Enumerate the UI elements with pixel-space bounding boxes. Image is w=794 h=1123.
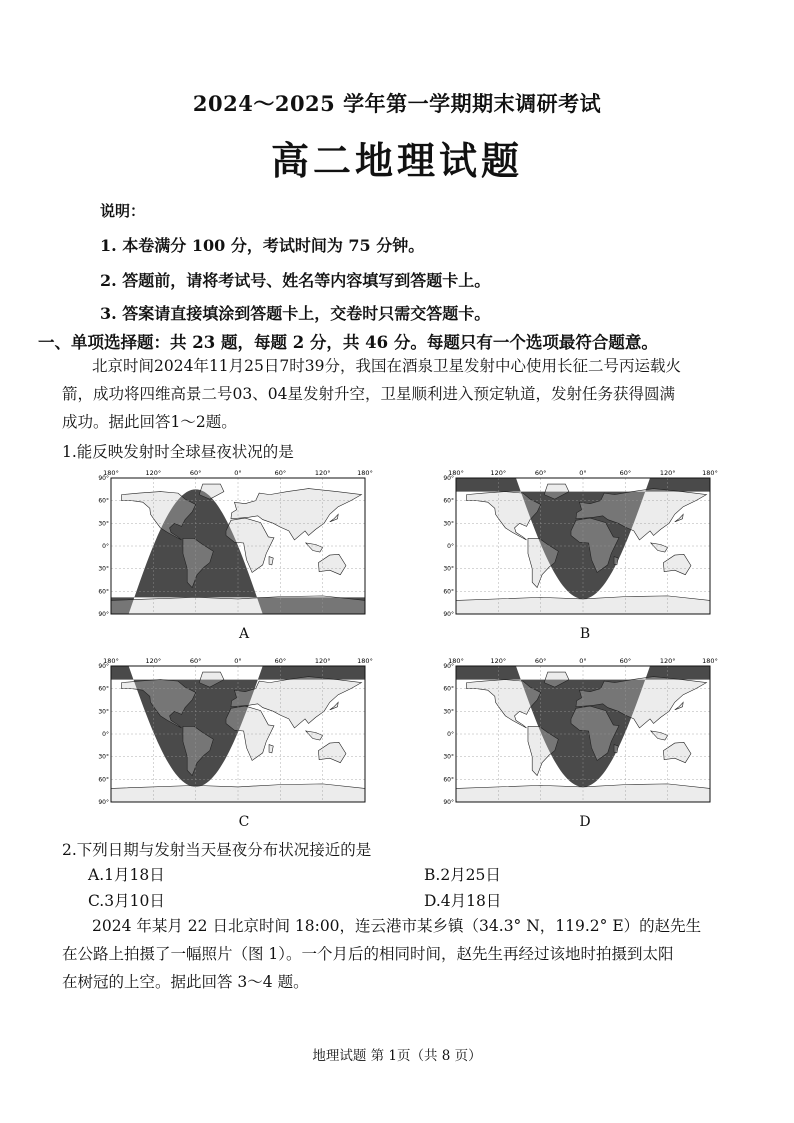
latitude-label: 0° [102, 731, 109, 738]
latitude-label: 0° [447, 731, 454, 738]
map-b-label: B [579, 626, 591, 642]
longitude-label: 0° [579, 469, 587, 477]
option-a: A.1月18日 [88, 866, 165, 884]
longitude-label: 120° [314, 469, 331, 477]
latitude-label: 30° [98, 753, 109, 761]
longitude-label: 120° [145, 657, 162, 665]
intro-line: 北京时间2024年11月25日7时39分，我国在酒泉卫星发射中心使用长征二号丙运载火 [92, 357, 681, 375]
map-d-label: D [579, 814, 591, 830]
question-2-stem: 2.下列日期与发射当天昼夜分布状况接近的是 [62, 841, 372, 859]
longitude-label: 180° [448, 469, 464, 477]
map-c [95, 654, 375, 809]
latitude-label: 90° [443, 799, 454, 806]
passage-line: 在树冠的上空。据此回答 3～4 题。 [62, 973, 309, 991]
latitude-label: 90° [98, 475, 109, 482]
intro-line: 成功。据此回答1～2题。 [62, 413, 237, 431]
option-d: D.4月18日 [424, 892, 502, 910]
latitude-label: 60° [98, 497, 109, 505]
passage-line: 2024 年某月 22 日北京时间 18:00，连云港市某乡镇（34.3° N，119.2° E）的赵先生 [92, 917, 702, 935]
latitude-label: 60° [443, 776, 454, 784]
latitude-label: 30° [443, 520, 454, 528]
longitude-label: 60° [274, 657, 287, 665]
latitude-label: 90° [98, 663, 109, 670]
map-c-label: C [238, 814, 250, 830]
latitude-label: 90° [443, 663, 454, 670]
longitude-label: 0° [579, 657, 587, 665]
section-heading: 一、单项选择题：共 23 题，每题 2 分，共 46 分。每题只有一个选项最符合题意。 [38, 333, 658, 352]
longitude-label: 120° [490, 657, 507, 665]
longitude-label: 60° [619, 657, 632, 665]
latitude-label: 30° [443, 565, 454, 573]
map-a [95, 466, 375, 621]
latitude-label: 30° [98, 565, 109, 573]
longitude-label: 120° [145, 469, 162, 477]
map-d [440, 654, 720, 809]
option-b: B.2月25日 [424, 866, 501, 884]
latitude-label: 90° [98, 611, 109, 618]
passage-paragraph [62, 912, 762, 996]
latitude-label: 60° [443, 588, 454, 596]
latitude-label: 60° [443, 497, 454, 505]
note-item: 1. 本卷满分 100 分，考试时间为 75 分钟。 [100, 236, 425, 255]
map-d-svg [440, 654, 720, 809]
map-b-svg [440, 466, 720, 621]
passage-line: 在公路上拍摄了一幅照片（图 1）。一个月后的相同时间，赵先生再经过该地时拍摄到太阳 [62, 945, 674, 963]
longitude-label: 0° [234, 657, 242, 665]
latitude-label: 90° [443, 611, 454, 618]
latitude-label: 0° [102, 543, 109, 550]
subject-title: 高二地理试题 [270, 138, 523, 183]
longitude-label: 120° [490, 469, 507, 477]
latitude-label: 30° [443, 753, 454, 761]
map-a-label: A [238, 626, 250, 642]
note-item: 2. 答题前，请将考试号、姓名等内容填写到答题卡上。 [100, 271, 491, 290]
map-b [440, 466, 720, 621]
latitude-label: 90° [98, 799, 109, 806]
longitude-label: 180° [357, 657, 373, 665]
latitude-label: 60° [443, 685, 454, 693]
latitude-label: 60° [98, 776, 109, 784]
notes-heading: 说明： [100, 202, 146, 220]
intro-paragraph [62, 352, 762, 436]
longitude-label: 120° [659, 469, 676, 477]
latitude-label: 60° [98, 588, 109, 596]
latitude-label: 30° [443, 708, 454, 716]
latitude-label: 30° [98, 708, 109, 716]
longitude-label: 180° [702, 657, 718, 665]
question-1-stem: 1.能反映发射时全球昼夜状况的是 [62, 443, 294, 461]
longitude-label: 60° [274, 469, 287, 477]
latitude-label: 0° [447, 543, 454, 550]
longitude-label: 60° [189, 469, 202, 477]
note-item: 3. 答案请直接填涂到答题卡上，交卷时只需交答题卡。 [100, 304, 491, 323]
latitude-label: 60° [98, 685, 109, 693]
intro-line: 箭，成功将四维高景二号03、04星发射升空，卫星顺利进入预定轨道，发射任务获得圆满 [62, 385, 675, 403]
latitude-label: 30° [98, 520, 109, 528]
page-footer: 地理试题 第 1页（共 8 页） [312, 1048, 482, 1064]
longitude-label: 60° [189, 657, 202, 665]
longitude-label: 180° [357, 469, 373, 477]
longitude-label: 120° [659, 657, 676, 665]
longitude-label: 60° [534, 469, 547, 477]
longitude-label: 120° [314, 657, 331, 665]
longitude-label: 60° [619, 469, 632, 477]
longitude-label: 180° [103, 657, 119, 665]
latitude-label: 90° [443, 475, 454, 482]
option-c: C.3月10日 [88, 892, 165, 910]
map-a-svg [95, 466, 375, 621]
longitude-label: 180° [103, 469, 119, 477]
longitude-label: 0° [234, 469, 242, 477]
exam-title: 2024～2025 学年第一学期期末调研考试 [192, 91, 602, 116]
map-c-svg [95, 654, 375, 809]
longitude-label: 180° [448, 657, 464, 665]
longitude-label: 60° [534, 657, 547, 665]
longitude-label: 180° [702, 469, 718, 477]
